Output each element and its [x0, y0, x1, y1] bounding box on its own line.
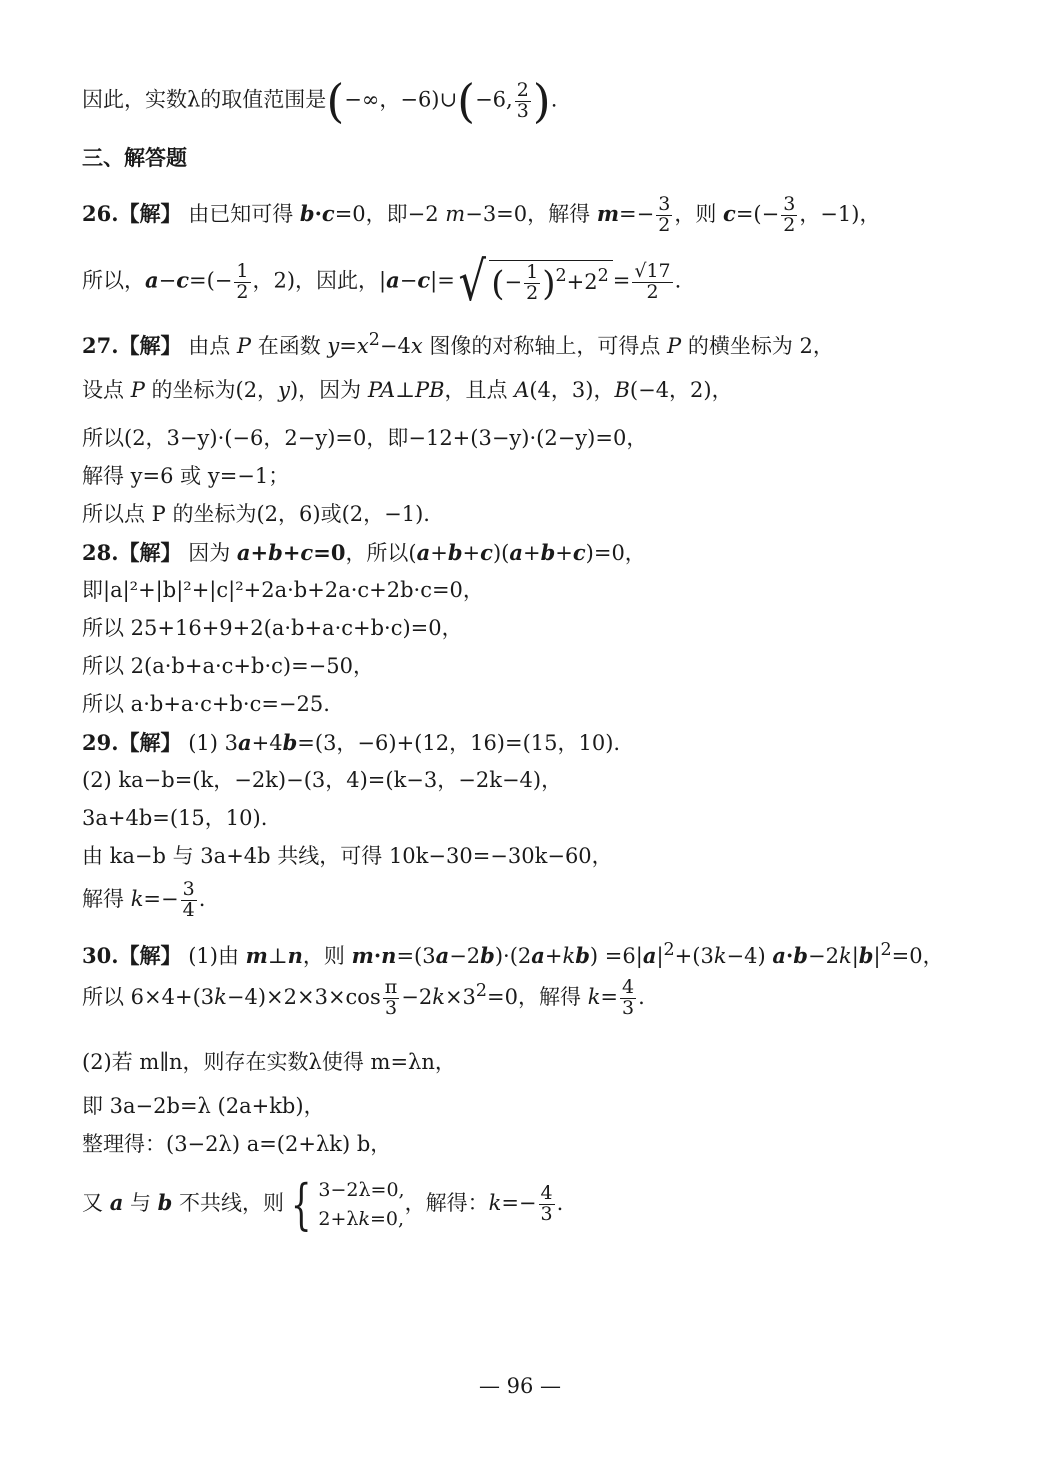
q28-line-1: 28.【解】 因为 a+b+c=0，所以(a+b+c)(a+b+c)=0， — [82, 540, 646, 565]
section-heading: 三、解答题 — [82, 146, 187, 170]
line-range-conclusion: 因此，实数λ的取值范围是(−∞，−6)∪(−6, $\frac{2}{3}$ ). — [82, 74, 558, 128]
q26-line-1: 26.【解】 由已知可得 b·c=0，即−2 m−3=0，解得 m=− $\frac{3}{2}$ ，则 c=(− $\frac{3}{2}$ ，−1)， — [82, 193, 881, 236]
fraction: $\frac{\pi}{3}$ — [384, 976, 398, 1019]
paren: ) — [532, 74, 551, 128]
q27-line-3: 所以(2，3−y)·(−6，2−y)=0，即−12+(3−y)·(2−y)=0， — [82, 426, 648, 450]
paren: ( — [326, 74, 345, 128]
q30-line-6: 又 a 与 b 不共线，则 { 3−2λ=0, 2+λk=0,，解得：k=− $\frac{4}{3}$ . — [82, 1172, 564, 1236]
q27-line-5: 所以点 P 的坐标为(2，6)或(2，−1). — [82, 502, 430, 526]
q28-line-4: 所以 2(a·b+a·c+b·c)=−50， — [82, 654, 375, 678]
fraction: $\frac{3}{4}$ — [182, 878, 195, 921]
fraction: $\frac{√17}{2}$ — [634, 259, 671, 303]
paren: ( — [457, 74, 476, 128]
q30-line-2: 所以 6×4+(3k−4)×2×3×cos $\frac{\pi}{3}$ $-2k\times 3^2=0$，解得 k= $\frac{4}{3}$ . — [82, 976, 645, 1019]
q27-line-2: 设点 P 的坐标为(2，y)，因为 PA⊥PB，且点 A(4，3)，B(−4，2)， — [82, 378, 733, 402]
q30-line-3: (2)若 m∥n，则存在实数λ使得 m=λn， — [82, 1050, 456, 1074]
fraction: $\frac{2}{3}$ — [516, 78, 529, 122]
equation-system: 3−2λ=0, 2+λk=0, — [318, 1179, 405, 1230]
text-segment: −∞，−6)∪ — [344, 87, 458, 112]
fraction: $\frac{4}{3}$ — [622, 976, 635, 1019]
q29-line-3: 3a+4b=(15，10). — [82, 806, 268, 830]
text-segment: 因此，实数λ的取值范围是 — [82, 87, 327, 112]
page-number: — 96 — — [478, 1374, 562, 1398]
q27-line-1: 27.【解】 由点 P 在函数 $y=x^2-4x$ 图像的对称轴上，可得点 P 的横坐标为 2， — [82, 330, 834, 358]
q28-line-5: 所以 a·b+a·c+b·c=−25. — [82, 692, 330, 716]
q26-line-2: 所以，a−c=(− $\frac{1}{2}$ ，2)，因此，|a−c|=√ (− $\frac{1}{2}$ )$^2+2^2$ = $\frac{√17}{2}$ . — [82, 250, 682, 313]
q29-line-4: 由 ka−b 与 3a+4b 共线，可得 10k−30=−30k−60， — [82, 844, 613, 868]
text-segment: −6, — [475, 87, 513, 112]
fraction: $\frac{1}{2}$ — [236, 259, 249, 303]
q27-line-4: 解得 y=6 或 y=−1； — [82, 464, 290, 488]
square-root: √ (− $\frac{1}{2}$ )$^2+2^2$ — [455, 255, 613, 309]
q30-line-1: 30.【解】 (1)由 m⊥n，则 $m\cdot n=(3a-2b)\cdot(2a+kb) =6|a|^2+(3k-4)$ $a\cdot b-2k|b|^2=0$， — [82, 940, 944, 968]
q28-line-3: 所以 25+16+9+2(a·b+a·c+b·c)=0， — [82, 616, 463, 640]
q29-line-5: 解得 k=− $\frac{3}{4}$ . — [82, 878, 206, 921]
brace: { — [290, 1172, 312, 1236]
fraction: $\frac{3}{2}$ — [658, 193, 671, 236]
q29-line-2: (2) ka−b=(k，−2k)−(3，4)=(k−3，−2k−4)， — [82, 768, 563, 792]
q29-line-1: 29.【解】 (1) 3a+4b=(3，−6)+(12，16)=(15，10). — [82, 730, 621, 755]
q30-line-5: 整理得：(3−2λ) a=(2+λk) b， — [82, 1132, 392, 1156]
q30-line-4: 即 3a−2b=λ (2a+kb)， — [82, 1094, 325, 1118]
q28-line-2: 即|a|²+|b|²+|c|²+2a·b+2a·c+2b·c=0， — [82, 578, 484, 602]
fraction: $\frac{4}{3}$ — [540, 1182, 553, 1225]
fraction: $\frac{3}{2}$ — [783, 193, 796, 236]
